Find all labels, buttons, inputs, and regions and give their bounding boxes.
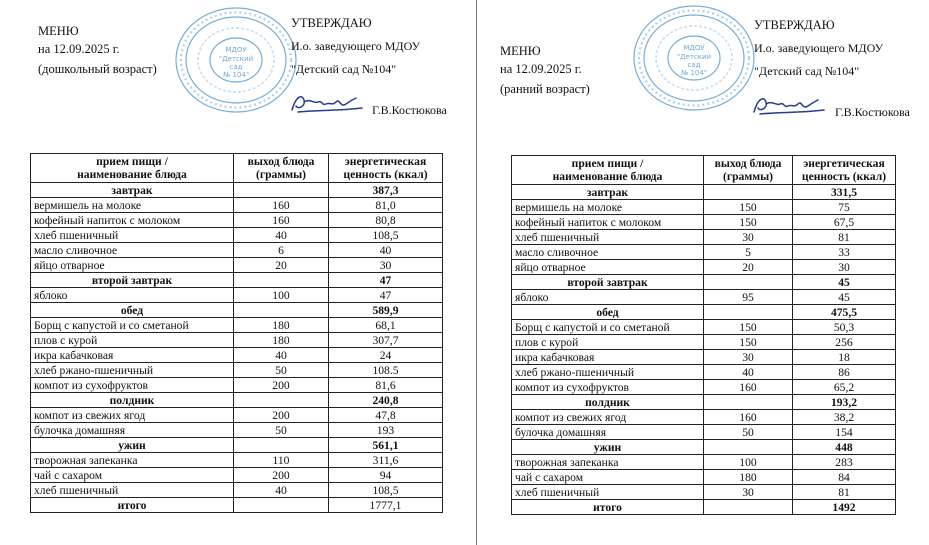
dish-kcal: 311,6 [329, 453, 443, 468]
empty-cell [704, 500, 793, 515]
table-row [512, 290, 896, 305]
dish-kcal: 75 [793, 200, 896, 215]
empty-cell [704, 185, 793, 200]
dish-grams: 40 [704, 365, 793, 380]
table-row [512, 215, 896, 230]
menu-header [38, 22, 157, 78]
meal-kcal: 193,2 [793, 395, 896, 410]
dish-kcal: 68,1 [329, 318, 443, 333]
page-divider [476, 0, 477, 545]
empty-cell [234, 498, 329, 513]
table-row [31, 333, 443, 348]
meal-row [31, 183, 443, 198]
table-row [512, 245, 896, 260]
col-header-dish: прием пищи / наименование блюда [31, 154, 234, 183]
table-row [31, 288, 443, 303]
total-row [512, 500, 896, 515]
dish-grams: 6 [234, 243, 329, 258]
table-row [512, 200, 896, 215]
meal-kcal: 45 [793, 275, 896, 290]
meal-kcal: 387,3 [329, 183, 443, 198]
menu-date: на 12.09.2025 г. [38, 42, 120, 56]
svg-text:№ 104": № 104" [680, 69, 708, 77]
dish-name: хлеб пшеничный [31, 228, 234, 243]
table-row [512, 365, 896, 380]
table-row [512, 260, 896, 275]
dish-grams: 160 [234, 213, 329, 228]
meal-row [512, 440, 896, 455]
dish-grams: 5 [704, 245, 793, 260]
table-row [512, 230, 896, 245]
meal-name: полдник [31, 393, 234, 408]
dish-name: масло сливочное [31, 243, 234, 258]
table-row [31, 348, 443, 363]
approval-position: И.о. заведующего МДОУ [291, 39, 421, 53]
dish-grams: 150 [704, 200, 793, 215]
dish-name: компот из свежих ягод [31, 408, 234, 423]
table-header-row [31, 154, 443, 183]
meal-kcal: 589,9 [329, 303, 443, 318]
col-header-kcal: энергетическая ценность (ккал) [329, 154, 443, 183]
dish-kcal: 30 [793, 260, 896, 275]
meal-kcal: 448 [793, 440, 896, 455]
table-row [512, 335, 896, 350]
meal-row [31, 303, 443, 318]
table-header-row [512, 156, 896, 185]
dish-kcal: 47 [329, 288, 443, 303]
dish-grams: 40 [234, 348, 329, 363]
svg-text:"Детский: "Детский [676, 53, 712, 61]
dish-name: булочка домашняя [512, 425, 704, 440]
approver-name: Г.В.Костюкова [835, 105, 910, 119]
approval-title: УТВЕРЖДАЮ [291, 16, 372, 30]
dish-name: компот из сухофруктов [512, 380, 704, 395]
dish-grams: 50 [234, 363, 329, 378]
dish-name: плов с курой [512, 335, 704, 350]
table-row [512, 350, 896, 365]
table-row [31, 468, 443, 483]
meal-row [512, 275, 896, 290]
dish-name: булочка домашняя [31, 423, 234, 438]
dish-grams: 20 [234, 258, 329, 273]
menu-table [30, 153, 443, 513]
dish-name: Борщ с капустой и со сметаной [31, 318, 234, 333]
total-row [31, 498, 443, 513]
table-row [512, 470, 896, 485]
approval-org: "Детский сад №104" [291, 62, 397, 76]
dish-kcal: 33 [793, 245, 896, 260]
menu-header [500, 42, 590, 98]
svg-text:"Детский: "Детский [218, 55, 254, 63]
svg-text:МДОУ: МДОУ [225, 46, 247, 54]
meal-row [31, 438, 443, 453]
dish-name: яблоко [512, 290, 704, 305]
dish-kcal: 307,7 [329, 333, 443, 348]
dish-grams: 30 [704, 485, 793, 500]
dish-kcal: 81,0 [329, 198, 443, 213]
dish-grams: 180 [704, 470, 793, 485]
dish-grams: 150 [704, 335, 793, 350]
menu-table [511, 155, 896, 515]
dish-kcal: 80,8 [329, 213, 443, 228]
dish-grams: 160 [704, 380, 793, 395]
empty-cell [234, 303, 329, 318]
svg-text:сад: сад [229, 63, 243, 71]
meal-name: второй завтрак [512, 275, 704, 290]
dish-name: творожная запеканка [512, 455, 704, 470]
meal-name: обед [512, 305, 704, 320]
svg-text:№ 104": № 104" [222, 71, 250, 79]
dish-name: икра кабачковая [512, 350, 704, 365]
table-row [31, 363, 443, 378]
approver-name: Г.В.Костюкова [372, 103, 447, 117]
table-row [31, 408, 443, 423]
empty-cell [704, 395, 793, 410]
dish-kcal: 108.5 [329, 363, 443, 378]
stamp-seal-icon [172, 4, 300, 116]
col-header-kcal: энергетическая ценность (ккал) [793, 156, 896, 185]
empty-cell [704, 440, 793, 455]
dish-name: творожная запеканка [31, 453, 234, 468]
empty-cell [704, 275, 793, 290]
total-kcal: 1492 [793, 500, 896, 515]
table-row [31, 258, 443, 273]
meal-row [512, 185, 896, 200]
meal-row [31, 393, 443, 408]
dish-name: компот из сухофруктов [31, 378, 234, 393]
dish-grams: 200 [234, 468, 329, 483]
menu-age-group: (дошкольный возраст) [38, 62, 157, 76]
approval-position: И.о. заведующего МДОУ [754, 41, 884, 55]
dish-grams: 20 [704, 260, 793, 275]
dish-kcal: 256 [793, 335, 896, 350]
dish-grams: 200 [234, 408, 329, 423]
dish-kcal: 154 [793, 425, 896, 440]
table-row [31, 453, 443, 468]
signature-icon [750, 92, 830, 120]
table-row [512, 425, 896, 440]
dish-grams: 150 [704, 215, 793, 230]
svg-text:сад: сад [687, 61, 701, 69]
dish-grams: 160 [704, 410, 793, 425]
approval-org: "Детский сад №104" [754, 64, 860, 78]
dish-grams: 30 [704, 230, 793, 245]
total-label: итого [512, 500, 704, 515]
dish-grams: 95 [704, 290, 793, 305]
stamp-seal-icon [630, 2, 758, 114]
dish-kcal: 84 [793, 470, 896, 485]
dish-kcal: 94 [329, 468, 443, 483]
dish-grams: 100 [234, 288, 329, 303]
dish-name: чай с сахаром [512, 470, 704, 485]
dish-name: хлеб пшеничный [31, 483, 234, 498]
empty-cell [234, 393, 329, 408]
meal-kcal: 331,5 [793, 185, 896, 200]
dish-name: икра кабачковая [31, 348, 234, 363]
dish-grams: 40 [234, 228, 329, 243]
empty-cell [704, 305, 793, 320]
dish-kcal: 86 [793, 365, 896, 380]
dish-kcal: 18 [793, 350, 896, 365]
dish-kcal: 50,3 [793, 320, 896, 335]
table-row [31, 213, 443, 228]
col-header-dish: прием пищи / наименование блюда [512, 156, 704, 185]
dish-name: Борщ с капустой и со сметаной [512, 320, 704, 335]
dish-kcal: 47,8 [329, 408, 443, 423]
dish-name: хлеб пшеничный [512, 230, 704, 245]
dish-name: яблоко [31, 288, 234, 303]
dish-name: масло сливочное [512, 245, 704, 260]
dish-kcal: 108,5 [329, 483, 443, 498]
dish-name: вермишель на молоке [512, 200, 704, 215]
dish-grams: 110 [234, 453, 329, 468]
dish-kcal: 81,6 [329, 378, 443, 393]
dish-kcal: 38,2 [793, 410, 896, 425]
panel-early-age [478, 0, 929, 545]
meal-kcal: 47 [329, 273, 443, 288]
approval-block [291, 12, 420, 81]
meal-name: завтрак [512, 185, 704, 200]
dish-grams: 180 [234, 318, 329, 333]
meal-row [31, 273, 443, 288]
menu-table-body [512, 185, 896, 515]
menu-title: МЕНЮ [38, 24, 79, 38]
empty-cell [234, 438, 329, 453]
meal-row [512, 395, 896, 410]
signature-icon [288, 90, 368, 118]
dish-kcal: 45 [793, 290, 896, 305]
table-row [512, 455, 896, 470]
dish-kcal: 30 [329, 258, 443, 273]
dish-kcal: 283 [793, 455, 896, 470]
dish-kcal: 40 [329, 243, 443, 258]
dish-grams: 160 [234, 198, 329, 213]
meal-name: завтрак [31, 183, 234, 198]
dish-grams: 150 [704, 320, 793, 335]
dish-grams: 50 [234, 423, 329, 438]
dish-kcal: 193 [329, 423, 443, 438]
table-row [31, 228, 443, 243]
empty-cell [234, 273, 329, 288]
dish-name: яйцо отварное [31, 258, 234, 273]
col-header-grams: выход блюда (граммы) [234, 154, 329, 183]
dish-name: хлеб ржано-пшеничный [512, 365, 704, 380]
table-row [31, 243, 443, 258]
dish-name: хлеб ржано-пшеничный [31, 363, 234, 378]
dish-grams: 30 [704, 350, 793, 365]
svg-text:МДОУ: МДОУ [683, 44, 705, 52]
menu-table-body [31, 183, 443, 513]
dish-kcal: 65,2 [793, 380, 896, 395]
dish-kcal: 108,5 [329, 228, 443, 243]
dish-kcal: 81 [793, 485, 896, 500]
dish-grams: 100 [704, 455, 793, 470]
dish-name: хлеб пшеничный [512, 485, 704, 500]
meal-row [512, 305, 896, 320]
dish-name: чай с сахаром [31, 468, 234, 483]
dish-grams: 40 [234, 483, 329, 498]
total-kcal: 1777,1 [329, 498, 443, 513]
meal-name: обед [31, 303, 234, 318]
table-row [512, 410, 896, 425]
menu-title: МЕНЮ [500, 44, 541, 58]
meal-kcal: 561,1 [329, 438, 443, 453]
menu-date: на 12.09.2025 г. [500, 62, 582, 76]
meal-name: полдник [512, 395, 704, 410]
empty-cell [234, 183, 329, 198]
dish-name: кофейный напиток с молоком [31, 213, 234, 228]
table-row [512, 320, 896, 335]
table-row [512, 380, 896, 395]
table-row [512, 485, 896, 500]
dish-name: компот из свежих ягод [512, 410, 704, 425]
dish-grams: 180 [234, 333, 329, 348]
approval-title: УТВЕРЖДАЮ [754, 18, 835, 32]
dish-name: яйцо отварное [512, 260, 704, 275]
table-row [31, 483, 443, 498]
meal-kcal: 475,5 [793, 305, 896, 320]
meal-name: ужин [31, 438, 234, 453]
dish-kcal: 24 [329, 348, 443, 363]
table-row [31, 198, 443, 213]
dish-grams: 200 [234, 378, 329, 393]
dish-grams: 50 [704, 425, 793, 440]
col-header-grams: выход блюда (граммы) [704, 156, 793, 185]
table-row [31, 378, 443, 393]
dish-name: вермишель на молоке [31, 198, 234, 213]
dish-name: плов с курой [31, 333, 234, 348]
approval-block [754, 14, 883, 83]
table-row [31, 318, 443, 333]
meal-name: ужин [512, 440, 704, 455]
dish-kcal: 81 [793, 230, 896, 245]
dish-kcal: 67,5 [793, 215, 896, 230]
menu-age-group: (ранний возраст) [500, 82, 590, 96]
meal-name: второй завтрак [31, 273, 234, 288]
table-row [31, 423, 443, 438]
total-label: итого [31, 498, 234, 513]
dish-name: кофейный напиток с молоком [512, 215, 704, 230]
meal-kcal: 240,8 [329, 393, 443, 408]
